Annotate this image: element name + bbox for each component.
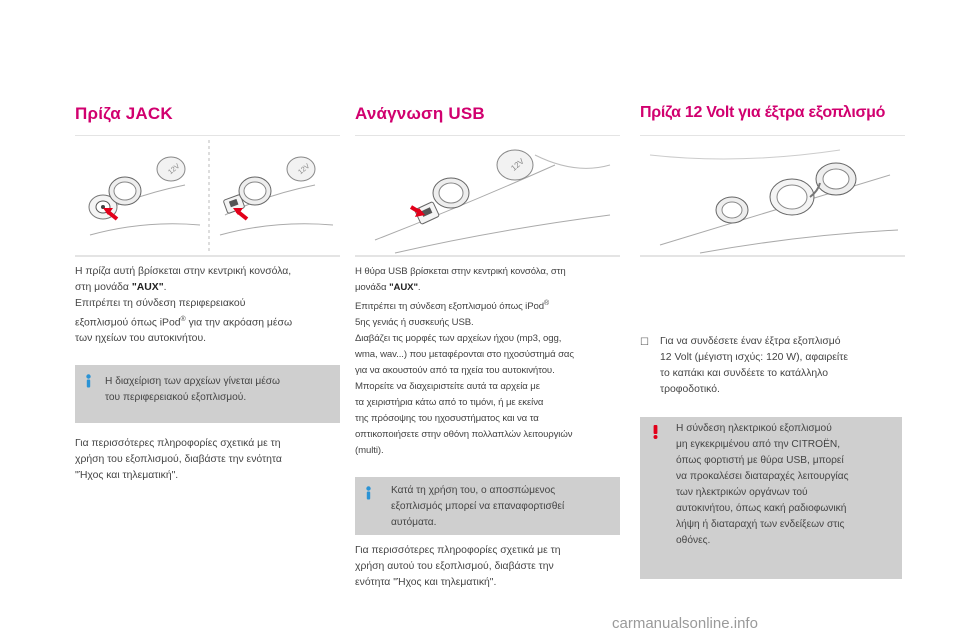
text-line: του περιφερειακού εξοπλισμού. (105, 392, 247, 403)
section-title-jack: Πρίζα JACK (75, 104, 173, 123)
12v-instructions (660, 334, 848, 398)
text-punct: . (417, 282, 421, 293)
text-line: εξοπλισμός μπορεί να επαναφορτισθεί (391, 501, 565, 512)
text-line: Κατά τη χρήση του, ο αποσπώμενος (391, 485, 556, 496)
warning-icon (650, 425, 661, 439)
jack-description (75, 264, 292, 347)
aux-label: "AUX" (389, 282, 418, 293)
text-line: 12 Volt (μέγιστη ισχύς: 120 W), αφαιρείτε (660, 352, 848, 363)
bullet-icon: ☐ (640, 337, 649, 348)
text-line: για την ακρόαση μέσω (185, 317, 293, 329)
info-box-usb (355, 477, 620, 535)
text-line: Η θύρα USB βρίσκεται στην κεντρική κονσόλα, στη (355, 266, 566, 277)
text-line: των ηλεκτρικών οργάνων τού (676, 487, 808, 498)
text-line: εξοπλισμού όπως iPod (75, 317, 181, 329)
jack-socket-drawing (75, 135, 340, 257)
text-line: χρήση αυτού του εξοπλισμού, διαβάστε την (355, 561, 554, 572)
usb-description (355, 264, 574, 459)
text-line: Μπορείτε να διαχειριστείτε αυτά τα αρχεία με (355, 381, 540, 393)
text-line: Επιτρέπει τη σύνδεση περιφερειακού (75, 298, 246, 309)
text-line: Η σύνδεση ηλεκτρικού εξοπλισμού (676, 423, 832, 434)
text-line: της πρόσοψης του ηχοσυστήματος και να τα (355, 413, 539, 425)
text-line: το καπάκι και συνδέετε το κατάλληλο (660, 368, 828, 379)
text-line: (multi). (355, 445, 384, 457)
12v-socket-illustration (640, 135, 905, 257)
text-line: ενότητα "Ήχος και τηλεματική". (355, 577, 497, 588)
text-punct: . (163, 282, 167, 293)
text-line: Επιτρέπει τη σύνδεση εξοπλισμού όπως iPod (355, 301, 544, 313)
text-line: λήψη ή διαταραχή των ενδείξεων στις (676, 519, 845, 530)
watermark: carmanualsonline.info (612, 615, 758, 632)
section-title-12v: Πρίζα 12 Volt για έξτρα εξοπλισμό (640, 104, 886, 121)
svg-text:12V: 12V (167, 162, 182, 177)
warning-box-12v (640, 417, 902, 579)
registered-mark: ® (180, 316, 186, 323)
section-title-usb: Ανάγνωση USB (355, 104, 485, 123)
text-line: "Ήχος και τηλεματική". (75, 470, 179, 481)
usb-port-drawing (355, 135, 620, 257)
text-line: οπτικοποιήσετε στην οθόνη πολλαπλών λειτουργιών (355, 429, 573, 441)
text-line: για να ακουστούν από τα ηχεία του αυτοκινήτου. (355, 365, 555, 377)
registered-mark: ® (543, 300, 550, 307)
12v-socket-drawing (640, 135, 905, 257)
info-box-jack (75, 365, 340, 423)
text-line: μη εγκεκριμένου από την CITROËN, (676, 439, 841, 450)
text-line: των ηχείων του αυτοκινήτου. (75, 333, 207, 345)
info-text-usb (391, 483, 564, 531)
usb-port-illustration (355, 135, 620, 257)
jack-socket-illustration (75, 135, 340, 257)
text-line: wma, wav...) που μεταφέρονται στο ηχοσύστημά σας (355, 349, 574, 361)
text-line: τα χειριστήρια κάτω από το τιμόνι, ή με εκείνα (355, 397, 544, 409)
info-text-jack (105, 374, 280, 406)
text-line: Η διαχείριση των αρχείων γίνεται μέσω (105, 376, 280, 387)
text-line: στη μονάδα (75, 282, 132, 293)
info-icon (83, 374, 94, 388)
text-line: χρήση του εξοπλισμού, διαβάστε την ενότητα (75, 454, 282, 465)
text-line: Για περισσότερες πληροφορίες σχετικά με τη (355, 545, 561, 556)
text-line: μονάδα (355, 282, 390, 293)
text-line: τροφοδοτικό. (660, 384, 720, 395)
svg-text:12V: 12V (509, 156, 526, 173)
text-line: 5ης γενιάς ή συσκευής USB. (355, 317, 474, 329)
usb-more-info (355, 543, 561, 591)
text-line: οθόνες. (676, 535, 711, 546)
text-line: όπως φορτιστή με θύρα USB, μπορεί (676, 455, 844, 466)
aux-label: "AUX" (131, 282, 164, 293)
info-icon (363, 486, 374, 500)
svg-text:12V: 12V (297, 162, 312, 177)
text-line: Διαβάζει τις μορφές των αρχείων ήχου (mp3, ogg, (355, 333, 562, 345)
text-line: Για να συνδέσετε έναν έξτρα εξοπλισμό (660, 336, 841, 347)
text-line: Η πρίζα αυτή βρίσκεται στην κεντρική κονσόλα, (75, 266, 292, 277)
jack-more-info (75, 436, 282, 484)
text-line: Για περισσότερες πληροφορίες σχετικά με τη (75, 438, 281, 449)
text-line: αυτόματα. (391, 517, 437, 528)
text-line: αυτοκινήτου, όπως κακή ραδιοφωνική (676, 503, 847, 514)
warning-text-12v (676, 421, 849, 549)
text-line: να προκαλέσει διαταραχές λειτουργίας (676, 471, 849, 482)
